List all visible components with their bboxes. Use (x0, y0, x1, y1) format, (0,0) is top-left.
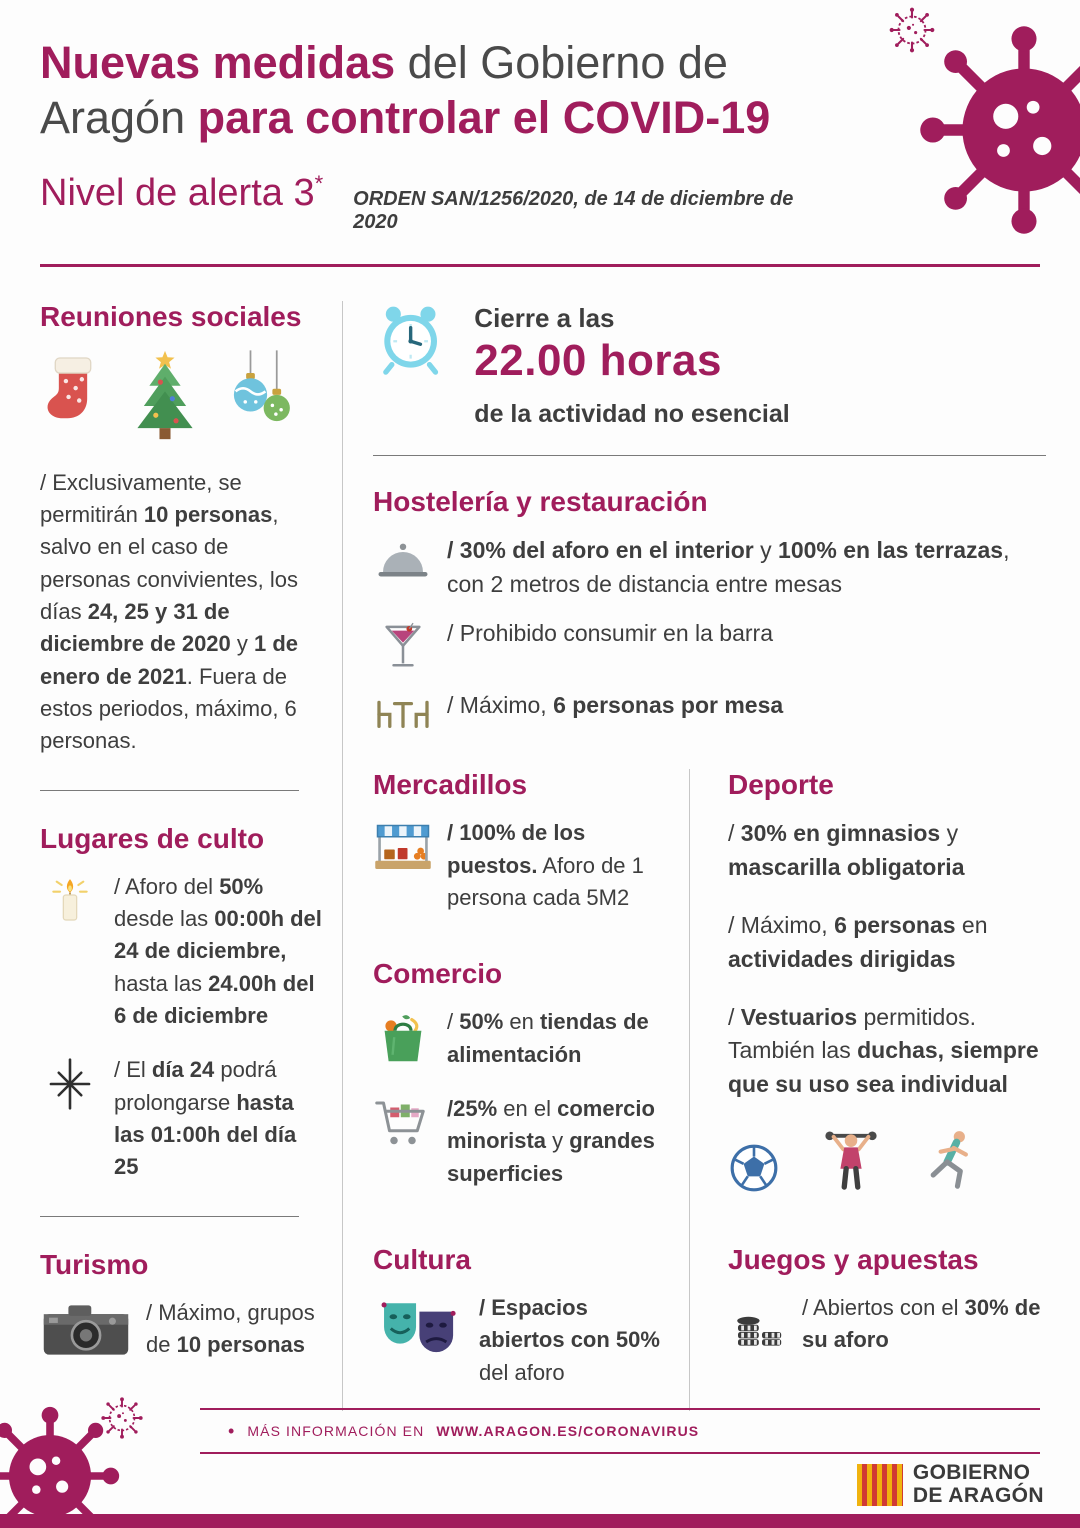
deporte-item-3-text: / Vestuarios permitidos. También las duchas, siempre que su uso sea individual (728, 1003, 1039, 1098)
comercio-item-1-text: / 50% en tiendas de alimentación (447, 1009, 649, 1067)
culto-item-2-text: / El día 24 podrá prolongarse hasta las 01:00h del día 25 (114, 1057, 297, 1180)
section-hosteleria (373, 486, 1046, 732)
christmas-stocking-icon (42, 349, 104, 429)
order-reference: ORDEN SAN/1256/2020, de 14 de diciembre de 2020 (353, 187, 794, 233)
title-line-2: Aragón para controlar el COVID-19 (40, 91, 771, 143)
info-label: MÁS INFORMACIÓN EN (247, 1423, 425, 1439)
grocery-bag-icon (375, 1010, 431, 1066)
deporte-heading: Deporte (728, 769, 834, 801)
juegos-heading: Juegos y apuestas (728, 1243, 979, 1275)
section-reuniones (40, 301, 322, 758)
section-juegos (728, 1244, 1046, 1357)
mercadillos-heading: Mercadillos (373, 769, 528, 801)
turismo-heading: Turismo (40, 1248, 149, 1280)
culto-item-1-text: / Aforo del 50% desde las 00:00h del 24 de diciembre, hasta las 24.00h del 6 de diciembre (114, 873, 322, 1029)
christmas-tree-icon (128, 349, 202, 441)
info-bullet: • (228, 1420, 236, 1441)
bottom-accent-bar (0, 1514, 1080, 1528)
closing-label: Cierre a las (474, 302, 615, 333)
footnote-asterisk: * (314, 170, 324, 196)
hosteleria-item-1-text: / 30% del aforo en el interior y 100% en las terrazas, con 2 metros de distancia entre mesas (447, 536, 1010, 597)
hosteleria-item-3-text: / Máximo, 6 personas por mesa (447, 692, 784, 719)
turismo-text: / Máximo, grupos de 10 personas (146, 1299, 315, 1358)
section-cultura (373, 1244, 665, 1389)
juegos-text: / Abiertos con el 30% de su aforo (802, 1294, 1041, 1353)
section-mercadillos (373, 769, 665, 914)
lower-columns (373, 769, 1046, 1411)
closing-banner (373, 301, 1046, 429)
header (0, 0, 1080, 234)
reuniones-heading: Reuniones sociales (40, 300, 302, 332)
comercio-heading: Comercio (373, 958, 503, 990)
candle-icon (45, 875, 95, 925)
section-culto (40, 823, 322, 1184)
christmas-baubles-icon (226, 349, 296, 439)
sparkle-star-icon (44, 1058, 96, 1110)
divider (373, 455, 1046, 456)
aragon-flag-icon (857, 1464, 903, 1506)
running-icon (922, 1128, 978, 1194)
gobierno-aragon-logo (857, 1462, 1044, 1507)
culto-heading: Lugares de culto (40, 822, 265, 854)
theater-masks-icon (379, 1296, 459, 1356)
cocktail-icon (381, 621, 425, 673)
cultura-text: / Espacios abiertos con 50% del aforo (479, 1295, 660, 1385)
left-column (40, 301, 342, 1411)
right-column (342, 301, 1046, 1411)
alert-level: Nivel de alerta 3* (40, 170, 324, 214)
football-icon (728, 1142, 780, 1194)
shopping-cart-icon (373, 1097, 433, 1151)
page-title (40, 36, 840, 146)
main-content (0, 267, 1080, 1411)
section-turismo (40, 1249, 322, 1362)
logo-line-2: DE ARAGÓN (912, 1483, 1044, 1507)
logo-line-1: GOBIERNO (912, 1461, 1031, 1484)
section-deporte (728, 769, 1046, 1194)
hosteleria-heading: Hostelería y restauración (373, 485, 708, 517)
info-url[interactable]: WWW.ARAGON.ES/CORONAVIRUS (436, 1423, 700, 1439)
divider (40, 790, 299, 791)
camera-icon (42, 1301, 130, 1359)
cloche-icon (374, 538, 432, 584)
section-comercio (373, 958, 665, 1190)
mercadillos-text: / 100% de los puestos. Aforo de 1 persona cada 5M2 (447, 820, 644, 911)
far-right-column (689, 769, 1046, 1411)
cultura-heading: Cultura (373, 1244, 471, 1275)
deporte-item-2-text: / Máximo, 6 personas en actividades dirigidas (728, 911, 988, 972)
info-strip (200, 1408, 1040, 1454)
reuniones-text: / Exclusivamente, se permitirán 10 personas, salvo en el caso de personas convivientes, los días 24, 25 y 31 de diciembre de 2020 y 1 de enero de 2021. Fuera de estos periodos, máximo, 6 personas. (40, 469, 299, 754)
title-line-1: Nuevas medidas del Gobierno de (40, 37, 728, 88)
closing-scope: de la actividad no esencial (474, 399, 790, 428)
comercio-item-2-text: /25% en el comercio minorista y grandes superficies (447, 1096, 655, 1186)
table-chairs-icon (373, 693, 433, 731)
poker-chips-icon (730, 1296, 786, 1352)
closing-time: 22.00 horas (474, 335, 722, 385)
deporte-item-1-text: / 30% en gimnasios y mascarilla obligatoria (728, 820, 965, 881)
market-stall-icon (373, 821, 433, 875)
hosteleria-item-2-text: / Prohibido consumir en la barra (447, 620, 773, 647)
divider (40, 1216, 299, 1217)
weightlifting-icon (822, 1126, 880, 1194)
middle-column (373, 769, 689, 1411)
alarm-clock-icon (373, 301, 448, 377)
